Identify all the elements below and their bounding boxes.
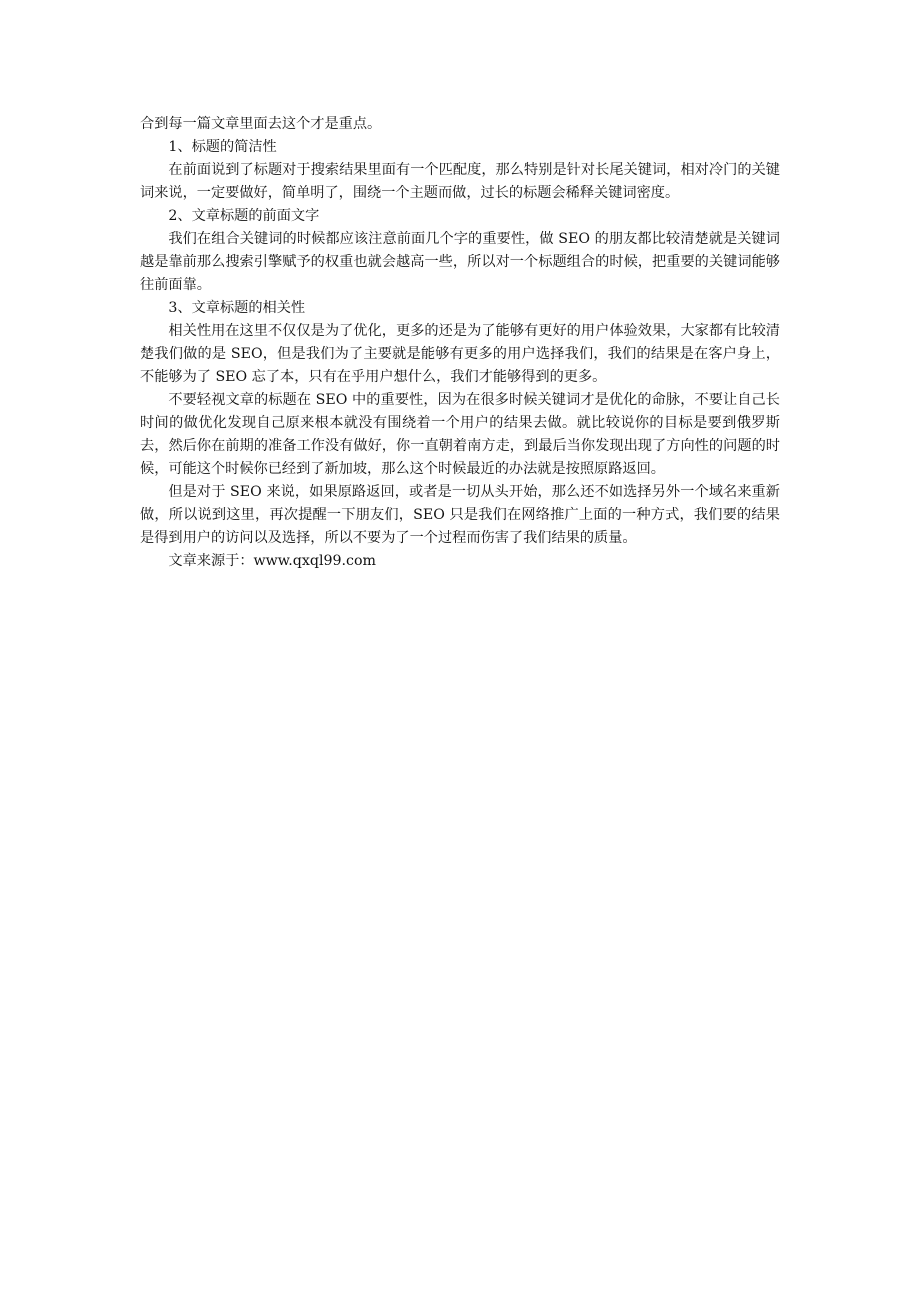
paragraph-title-conciseness: 在前面说到了标题对于搜索结果里面有一个匹配度，那么特别是针对长尾关键词，相对冷门的关键词来说，一定要做好，简单明了，围绕一个主题而做，过长的标题会稀释关键词密度。 (140, 162, 780, 201)
paragraph-title-relevance: 相关性用在这里不仅仅是为了优化，更多的还是为了能够有更好的用户体验效果，大家都有比较清楚我们做的是 SEO，但是我们为了主要就是能够有更多的用户选择我们，我们的结果是在客户身上，不能够为了 SEO 忘了本，只有在乎用户想什么，我们才能够得到的更多。 (140, 323, 780, 385)
heading-title-leading-words: 2、文章标题的前面文字 (168, 208, 320, 224)
paragraph-continuation: 合到每一篇文章里面去这个才是重点。 (140, 116, 382, 132)
paragraph-title-leading-words: 我们在组合关键词的时候都应该注意前面几个字的重要性，做 SEO 的朋友都比较清楚就是关键词越是靠前那么搜索引擎赋予的权重也就会越高一些，所以对一个标题组合的时候，把重要的关键词能够往前面靠。 (140, 231, 780, 293)
document-body (140, 113, 780, 573)
heading-title-conciseness: 1、标题的简洁性 (168, 139, 277, 155)
paragraph-title-importance: 不要轻视文章的标题在 SEO 中的重要性，因为在很多时候关键词才是优化的命脉，不要让自己长时间的做优化发现自己原来根本就没有围绕着一个用户的结果去做。就比较说你的目标是要到俄罗斯去，然后你在前期的准备工作没有做好，你一直朝着南方走，到最后当你发现出现了方向性的问题的时候，可能这个时候你已经到了新加坡，那么这个时候最近的办法就是按照原路返回。 (140, 392, 780, 477)
paragraph-seo-restart: 但是对于 SEO 来说，如果原路返回，或者是一切从头开始，那么还不如选择另外一个域名来重新做，所以说到这里，再次提醒一下朋友们，SEO 只是我们在网络推广上面的一种方式，我们要的结果是得到用户的访问以及选择，所以不要为了一个过程而伤害了我们结果的质量。 (140, 484, 780, 546)
heading-title-relevance: 3、文章标题的相关性 (168, 300, 306, 316)
article-source: 文章来源于：www.qxql99.com (168, 553, 376, 569)
